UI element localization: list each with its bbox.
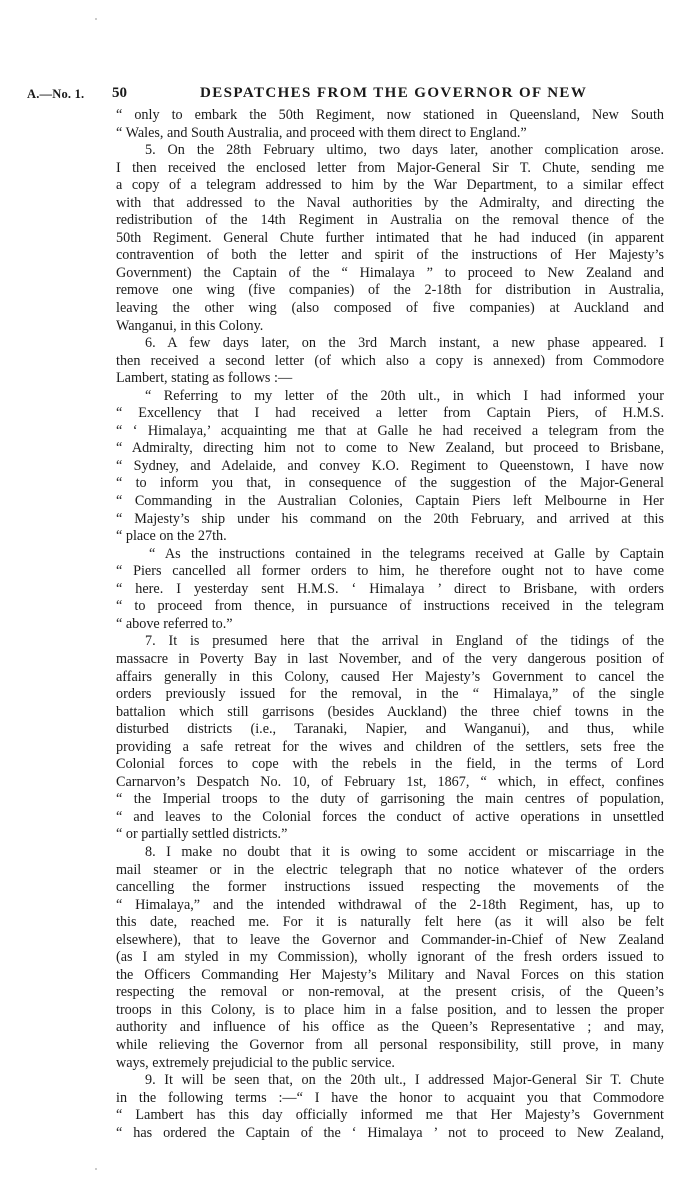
text-line: “ Excellency that I had received a letter from Captain Piers, of H.M.S. bbox=[116, 405, 664, 422]
text-line: (as I am styled in my Commission), wholly ignorant of the fresh orders issued to bbox=[116, 949, 664, 966]
text-line: 9. It will be seen that, on the 20th ult., I addressed Major-General Sir T. Chute bbox=[145, 1072, 664, 1089]
text-line: while relieving the Governor from all personal responsibility, still prove, in many bbox=[116, 1036, 664, 1053]
text-line: “ Referring to my letter of the 20th ult., in which I had informed your bbox=[145, 387, 664, 404]
page-reference: A.—No. 1. bbox=[27, 87, 85, 101]
text-line: remove one wing (five companies) of the 2-18th for distribution in Australia, bbox=[116, 282, 664, 299]
text-line: mail steamer or in the electric telegraph that no notice whatever of the orders bbox=[116, 861, 664, 878]
text-line: this date, reached me. For it is naturally felt here (as it will also be felt bbox=[116, 914, 664, 931]
text-line: 8. I make no doubt that it is owing to some accident or miscarriage in the bbox=[145, 843, 664, 860]
text-line: “ the Imperial troops to the duty of garrisoning the main centres of population, bbox=[116, 791, 664, 808]
text-line: “ has ordered the Captain of the ‘ Himalaya ’ not to proceed to New Zealand, bbox=[116, 1124, 664, 1141]
text-line: 5. On the 28th February ultimo, two days later, another complication arose. bbox=[145, 142, 664, 159]
text-line: “ here. I yesterday sent H.M.S. ‘ Himalaya ’ direct to Brisbane, with orders bbox=[116, 580, 664, 597]
text-line: contravention of both the letter and spirit of the instructions of Her Majesty’s bbox=[116, 247, 664, 264]
text-line: “ to proceed from thence, in pursuance of instructions received in the telegram bbox=[116, 598, 664, 615]
text-line: “ Himalaya,” and the intended withdrawal of the 2-18th Regiment, has, up to bbox=[116, 896, 664, 913]
text-line: “ and leaves to the Colonial forces the conduct of active operations in unsettled bbox=[116, 808, 664, 825]
text-line: “ Lambert has this day officially informed me that Her Majesty’s Government bbox=[116, 1107, 664, 1124]
text-line: “ Admiralty, directing him not to come to New Zealand, but proceed to Brisbane, bbox=[116, 440, 664, 457]
scan-speck bbox=[95, 18, 97, 20]
text-line: Wanganui, in this Colony. bbox=[116, 317, 264, 334]
text-line: “ above referred to.” bbox=[116, 615, 233, 632]
page-header bbox=[0, 85, 700, 105]
text-line: “ As the instructions contained in the telegrams received at Galle by Captain bbox=[149, 545, 664, 562]
text-line: troops in this Colony, is to place him in a false position, and to lessen the proper bbox=[116, 1001, 664, 1018]
text-line: massacre in Poverty Bay in last November, and of the very dangerous position of bbox=[116, 650, 664, 667]
text-line: 50th Regiment. General Chute further intimated that he had induced (in apparent bbox=[116, 229, 664, 246]
text-line: “ Sydney, and Adelaide, and convey K.O. Regiment to Queenstown, I have now bbox=[116, 457, 664, 474]
text-line: Carnarvon’s Despatch No. 10, of February 1st, 1867, “ which, in effect, confines bbox=[116, 773, 664, 790]
text-line: “ only to embark the 50th Regiment, now stationed in Queensland, New South bbox=[116, 107, 664, 123]
text-line: providing a safe retreat for the wives and children of the settlers, sets free the bbox=[116, 738, 664, 755]
text-line: 7. It is presumed here that the arrival in England of the tidings of the bbox=[145, 633, 664, 650]
text-line: affairs generally in this Colony, caused Her Majesty’s Government to cancel the bbox=[116, 668, 664, 685]
text-line: “ Majesty’s ship under his command on the 20th February, and arrived at this bbox=[116, 510, 664, 527]
text-line: elsewhere), that to leave the Governor and Commander-in-Chief of New Zealand bbox=[116, 931, 664, 948]
text-line: “ or partially settled districts.” bbox=[116, 826, 288, 843]
text-line: the Officers Commanding Her Majesty’s Military and Naval Forces on this station bbox=[116, 966, 664, 983]
running-title: DESPATCHES FROM THE GOVERNOR OF NEW bbox=[200, 85, 588, 101]
text-line: with that addressed to the Naval authorities by the Admiralty, and directing the bbox=[116, 194, 664, 211]
text-line: Government) the Captain of the “ Himalaya ” to proceed to New Zealand and bbox=[116, 264, 664, 281]
text-line: cancelling the former instructions issued respecting the movements of the bbox=[116, 879, 664, 896]
text-line: Lambert, stating as follows :— bbox=[116, 370, 293, 387]
scan-speck bbox=[95, 1168, 97, 1170]
text-line: respecting the removal or non-removal, at the present crisis, of the Queen’s bbox=[116, 984, 664, 1001]
text-line: “ Commanding in the Australian Colonies, Captain Piers left Melbourne in Her bbox=[116, 493, 664, 510]
text-line: in the following terms :—“ I have the honor to acquaint you that Commodore bbox=[116, 1089, 664, 1106]
body-text bbox=[116, 107, 664, 1142]
text-line: “ ‘ Himalaya,’ acquainting me that at Galle he had received a telegram from the bbox=[116, 422, 664, 439]
text-line: then received a second letter (of which also a copy is annexed) from Commodore bbox=[116, 352, 664, 369]
text-line: redistribution of the 14th Regiment in Australia on the removal thence of the bbox=[116, 212, 664, 229]
text-line: “ Piers cancelled all former orders to him, he therefore ought not to have come bbox=[116, 563, 664, 580]
text-line: leaving the other wing (also composed of five companies) at Auckland and bbox=[116, 300, 664, 317]
page-number: 50 bbox=[112, 85, 127, 101]
text-line: ways, extremely prejudicial to the public service. bbox=[116, 1054, 395, 1071]
text-line: authority and influence of his office as the Queen’s Representative ; and may, bbox=[116, 1019, 664, 1036]
text-line: “ Wales, and South Australia, and proceed with them direct to England.” bbox=[116, 124, 527, 141]
text-line: orders previously issued for the removal, in the “ Himalaya,” of the single bbox=[116, 686, 664, 703]
text-line: battalion which still garrisons (besides Auckland) the three chief towns in the bbox=[116, 703, 664, 720]
text-line: I then received the enclosed letter from Major-General Sir T. Chute, sending me bbox=[116, 159, 664, 176]
text-line: disturbed districts (i.e., Taranaki, Napier, and Wanganui), and thus, while bbox=[116, 721, 664, 738]
text-line: a copy of a telegram addressed to him by the War Department, to a similar effect bbox=[116, 177, 664, 194]
text-line: Colonial forces to cope with the rebels in the field, in the terms of Lord bbox=[116, 756, 664, 773]
text-line: “ to inform you that, in consequence of the suggestion of the Major-General bbox=[116, 475, 664, 492]
text-line: “ place on the 27th. bbox=[116, 528, 227, 545]
text-line: 6. A few days later, on the 3rd March instant, a new phase appeared. I bbox=[145, 335, 664, 352]
